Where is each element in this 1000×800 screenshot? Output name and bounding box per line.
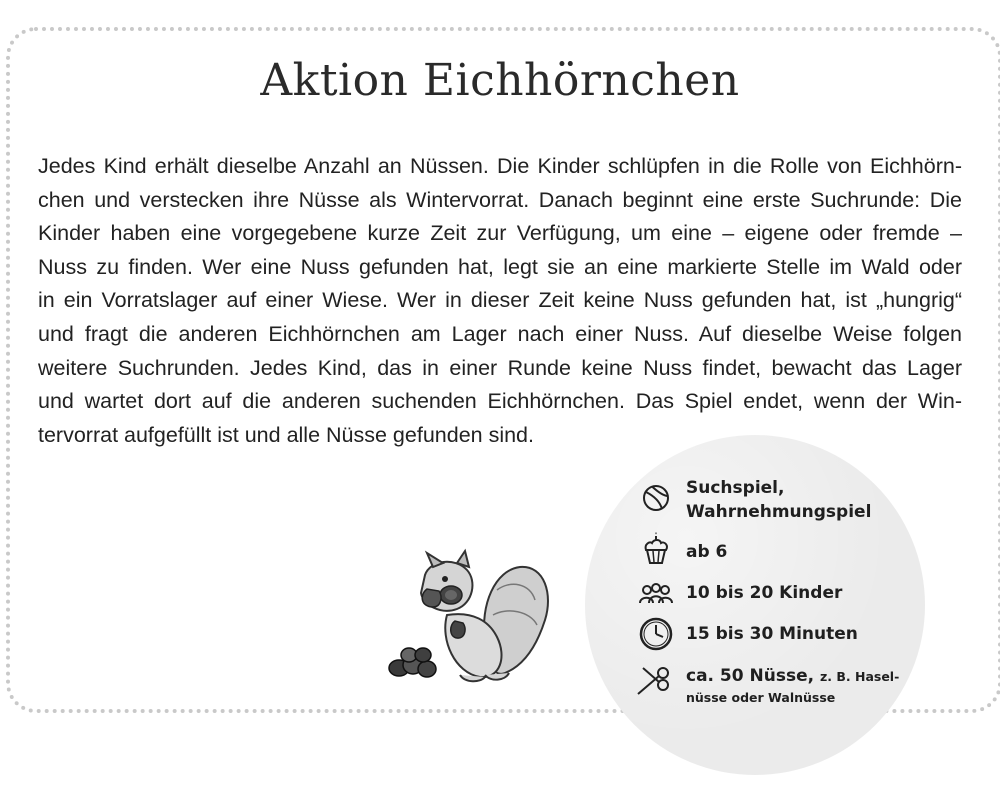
page-title: Aktion Eichhörnchen — [260, 55, 740, 106]
info-row-players — [638, 575, 842, 611]
material-note: z. B. Hasel- — [819, 669, 900, 684]
material-note-line2: nüsse oder Walnüsse — [686, 690, 836, 705]
text-line: tervorrat aufgefüllt ist und alle Nüsse gefunden sind. — [38, 422, 534, 447]
clock-icon — [638, 616, 674, 652]
text-line: und fragt die anderen Eichhörnchen am Lager nach einer Nuss. Auf dieselbe Weise folgen — [38, 321, 962, 346]
info-row-type — [638, 476, 871, 524]
text-line: chen und verstecken ihre Nüsse als Wintervorrat. Danach beginnt eine erste Suchrunde: Die — [38, 187, 962, 212]
squirrel-illustration — [385, 545, 555, 690]
description-text — [38, 150, 962, 452]
info-row-age — [638, 530, 727, 566]
text-line: weitere Suchrunden. Jedes Kind, das in einer Runde keine Nuss findet, bewacht das Lager — [38, 355, 962, 380]
text-line: und wartet dort auf die anderen suchenden Eichhörnchen. Das Spiel endet, wenn der Win- — [38, 389, 962, 414]
age-text: ab 6 — [686, 542, 728, 562]
players-text: 10 bis 20 Kinder — [686, 583, 843, 603]
material-text: ca. 50 Nüsse, — [686, 666, 815, 686]
info-row-duration — [638, 616, 858, 652]
cupcake-icon — [638, 530, 674, 566]
info-row-material — [635, 664, 899, 707]
text-line: Jedes Kind erhält dieselbe Anzahl an Nüssen. Die Kinder schlüpfen in die Rolle von Eichhörn- — [38, 154, 962, 178]
text-line: in ein Vorratslager auf einer Wiese. Wer in dieser Zeit keine Nuss gefunden hat, ist „hungrig“ — [38, 288, 962, 313]
group-icon — [638, 575, 674, 611]
text-line: Nuss zu finden. Wer eine Nuss gefunden hat, legt sie an eine markierte Stelle im Wald oder — [38, 254, 962, 279]
game-type-line2: Wahrnehmungspiel — [686, 502, 872, 522]
ball-icon — [638, 476, 674, 512]
game-type-line1: Suchspiel, — [686, 478, 785, 498]
duration-text: 15 bis 30 Minuten — [686, 624, 858, 644]
text-line: Kinder haben eine vorgegebene kurze Zeit zur Verfügung, um eine – eigene oder fremde – — [38, 221, 962, 246]
scissors-icon — [635, 664, 671, 700]
